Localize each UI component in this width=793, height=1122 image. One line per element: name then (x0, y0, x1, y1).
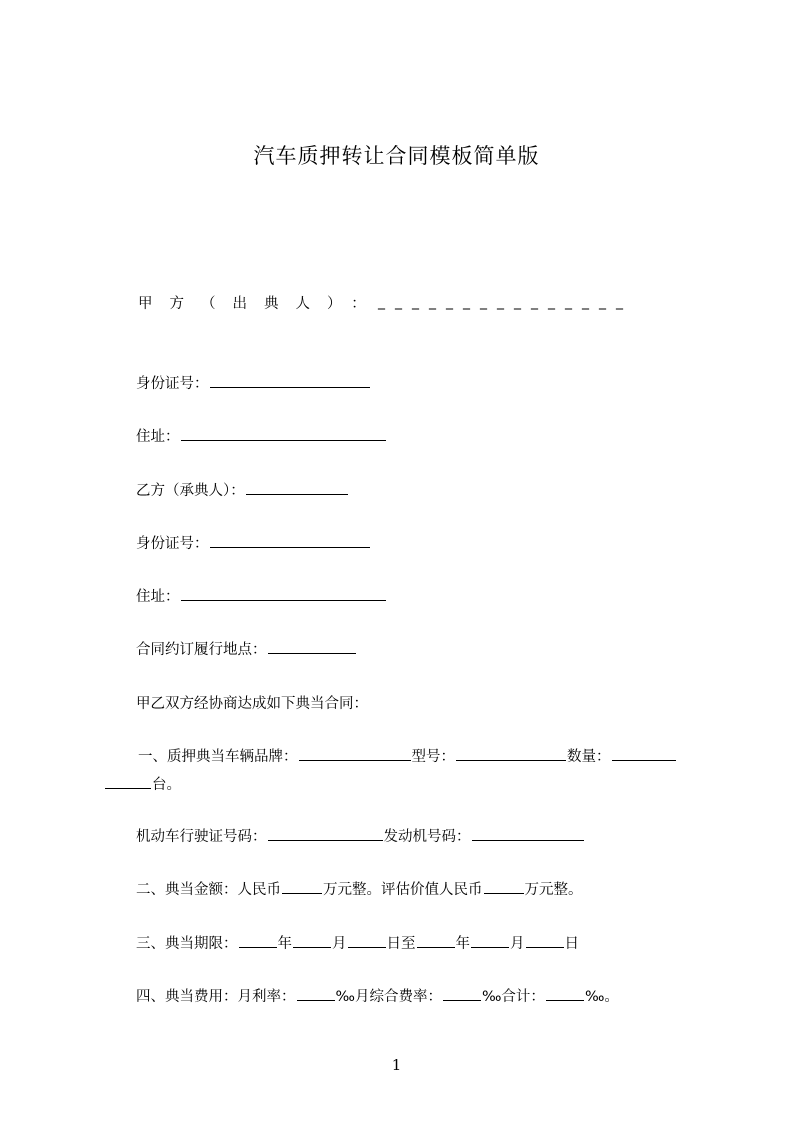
id-a-blank[interactable] (210, 373, 370, 388)
item1-unit: 台。 (152, 777, 181, 793)
item4-line (136, 985, 619, 1006)
id-b-line (136, 532, 371, 553)
item1-label: 一、质押典当车辆品牌： (138, 749, 298, 765)
addr-a-label: 住址： (136, 429, 180, 445)
start-year-blank[interactable] (239, 933, 277, 948)
item1-qty: 数量： (567, 749, 611, 765)
id-b-label: 身份证号： (136, 536, 209, 552)
id-a-line (136, 372, 371, 393)
item1-line (138, 745, 677, 766)
item4-label: 四、典当费用：月利率： (136, 989, 296, 1005)
addr-b-line (136, 585, 387, 606)
item4-p3: ‰。 (584, 989, 619, 1005)
item1-cont-line (104, 773, 181, 794)
place-blank[interactable] (268, 639, 356, 654)
party-b-label: 乙方（承典人）： (136, 483, 245, 499)
item2-label: 二、典当金额：人民币 (136, 882, 281, 898)
qty-blank[interactable] (612, 746, 676, 761)
party-a-label: 甲方（出典人）： (138, 296, 383, 312)
end-day-blank[interactable] (526, 933, 564, 948)
valuation-blank[interactable] (484, 879, 524, 894)
item3-line (136, 932, 579, 953)
item3-day: 日 (564, 936, 579, 952)
id-a-label: 身份证号： (136, 376, 209, 392)
addr-a-line (136, 425, 387, 446)
item3-year1: 年 (277, 936, 292, 952)
item3-month2: 月 (510, 936, 525, 952)
start-month-blank[interactable] (293, 933, 331, 948)
place-label: 合同约订履行地点： (136, 642, 267, 658)
license-blank[interactable] (268, 826, 383, 841)
party-a-blank[interactable]: _______________ (378, 294, 633, 310)
place-line (136, 638, 357, 659)
item3-to: 日至 (386, 936, 416, 952)
document-title: 汽车质押转让合同模板简单版 (253, 144, 540, 168)
item1-model: 型号： (411, 749, 455, 765)
addr-b-blank[interactable] (181, 586, 386, 601)
item1b-line (136, 825, 585, 846)
item3-label: 三、典当期限： (136, 936, 238, 952)
item4-p2: ‰合计： (481, 989, 545, 1005)
end-month-blank[interactable] (471, 933, 509, 948)
engine-label: 发动机号码： (383, 829, 471, 845)
amount-blank[interactable] (282, 879, 322, 894)
model-blank[interactable] (456, 746, 566, 761)
composite-rate-blank[interactable] (443, 986, 481, 1001)
item3-month1: 月 (332, 936, 347, 952)
party-b-line (136, 479, 349, 500)
brand-blank[interactable] (299, 746, 411, 761)
item4-p1: ‰月综合费率： (335, 989, 442, 1005)
page-number: 1 (391, 1056, 402, 1074)
item2-line (136, 878, 583, 899)
end-year-blank[interactable] (417, 933, 455, 948)
license-label: 机动车行驶证号码： (136, 829, 267, 845)
party-b-blank[interactable] (246, 480, 348, 495)
id-b-blank[interactable] (210, 533, 370, 548)
intro-text: 甲乙双方经协商达成如下典当合同： (136, 696, 368, 712)
monthly-rate-blank[interactable] (297, 986, 335, 1001)
item3-year2: 年 (455, 936, 470, 952)
start-day-blank[interactable] (348, 933, 386, 948)
addr-b-label: 住址： (136, 589, 180, 605)
total-rate-blank[interactable] (546, 986, 584, 1001)
item2-wan2: 万元整。 (524, 882, 583, 898)
qty-blank-cont[interactable] (105, 774, 151, 789)
addr-a-blank[interactable] (181, 426, 386, 441)
engine-blank[interactable] (472, 826, 584, 841)
item2-wan1: 万元整。评估价值人民币 (323, 882, 483, 898)
